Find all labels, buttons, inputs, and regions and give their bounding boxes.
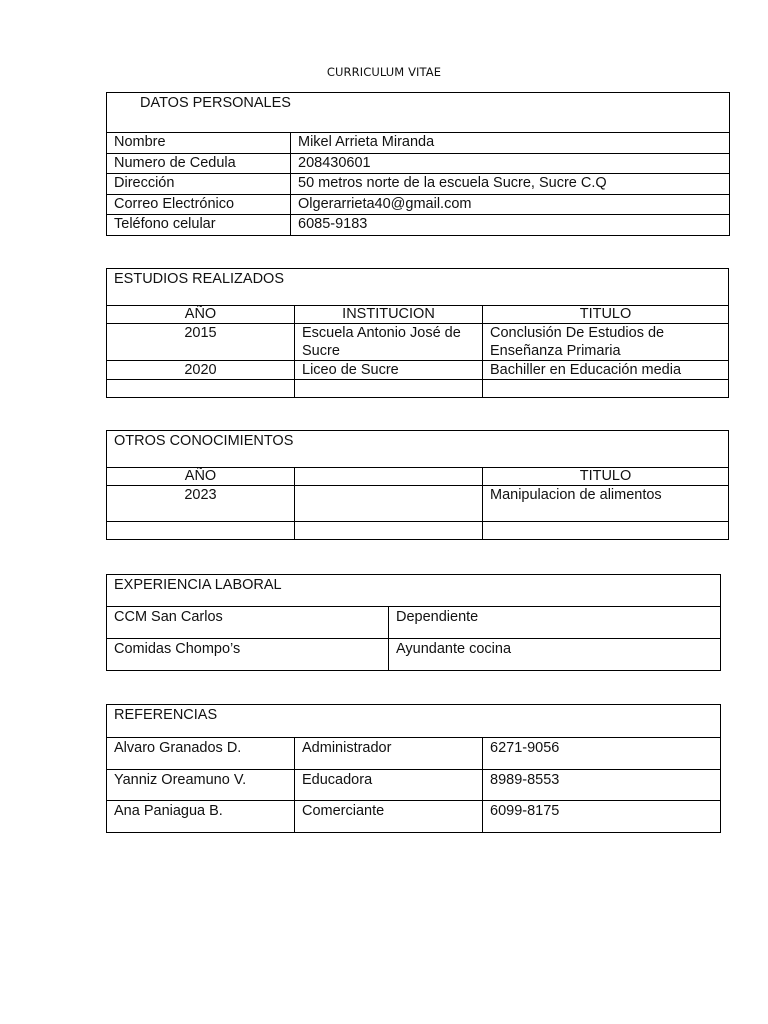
- reference-role: Comerciante: [295, 801, 483, 833]
- table-row: [107, 153, 730, 174]
- references-heading: REFERENCIAS: [107, 705, 721, 738]
- table-row: [107, 194, 730, 215]
- table-row: [107, 380, 729, 398]
- field-label: Nombre: [107, 133, 291, 154]
- table-row: [107, 174, 730, 195]
- reference-role: Administrador: [295, 738, 483, 770]
- column-header: [295, 468, 483, 486]
- field-label: Teléfono celular: [107, 215, 291, 236]
- table-header-row: [107, 306, 729, 324]
- document-title: CURRICULUM VITAE: [326, 65, 442, 79]
- work-experience-table: [106, 574, 721, 671]
- other-knowledge-table: [106, 430, 729, 540]
- reference-name: Ana Paniagua B.: [107, 801, 295, 833]
- title-cell: Conclusión De Estudios de Enseñanza Primaria: [483, 324, 729, 361]
- institution-cell: [295, 522, 483, 540]
- title-cell: [483, 380, 729, 398]
- year-cell: 2015: [107, 324, 295, 361]
- column-header: AÑO: [107, 306, 295, 324]
- reference-phone: 6271-9056: [483, 738, 721, 770]
- company-cell: Comidas Chompo’s: [107, 639, 389, 671]
- field-value: 50 metros norte de la escuela Sucre, Sucre C.Q: [291, 174, 730, 195]
- table-row: [107, 738, 721, 770]
- title-cell: Bachiller en Educación media: [483, 361, 729, 380]
- table-row: [107, 215, 730, 236]
- field-label: Correo Electrónico: [107, 194, 291, 215]
- other-knowledge-heading: OTROS CONOCIMIENTOS: [107, 431, 729, 468]
- year-cell: 2023: [107, 486, 295, 522]
- institution-cell: Escuela Antonio José de Sucre: [295, 324, 483, 361]
- studies-table: [106, 268, 729, 398]
- reference-name: Yanniz Oreamuno V.: [107, 769, 295, 801]
- work-experience-heading: EXPERIENCIA LABORAL: [107, 575, 721, 607]
- year-cell: 2020: [107, 361, 295, 380]
- reference-role: Educadora: [295, 769, 483, 801]
- column-header: TITULO: [483, 306, 729, 324]
- field-value: 208430601: [291, 153, 730, 174]
- table-row: [107, 324, 729, 361]
- table-row: [107, 769, 721, 801]
- table-row: [107, 639, 721, 671]
- table-header-row: [107, 468, 729, 486]
- reference-phone: 8989-8553: [483, 769, 721, 801]
- field-label: Numero de Cedula: [107, 153, 291, 174]
- column-header: TITULO: [483, 468, 729, 486]
- table-row: [107, 133, 730, 154]
- table-row: [107, 801, 721, 833]
- title-cell: [483, 522, 729, 540]
- column-header: AÑO: [107, 468, 295, 486]
- reference-name: Alvaro Granados D.: [107, 738, 295, 770]
- personal-heading: DATOS PERSONALES: [107, 93, 730, 133]
- role-cell: Ayundante cocina: [389, 639, 721, 671]
- table-row: [107, 361, 729, 380]
- references-table: [106, 704, 721, 833]
- table-row: [107, 486, 729, 522]
- field-value: Mikel Arrieta Miranda: [291, 133, 730, 154]
- reference-phone: 6099-8175: [483, 801, 721, 833]
- table-row: [107, 607, 721, 639]
- personal-data-table: [106, 92, 730, 236]
- field-label: Dirección: [107, 174, 291, 195]
- institution-cell: Liceo de Sucre: [295, 361, 483, 380]
- field-value: Olgerarrieta40@gmail.com: [291, 194, 730, 215]
- field-value: 6085-9183: [291, 215, 730, 236]
- role-cell: Dependiente: [389, 607, 721, 639]
- title-cell: Manipulacion de alimentos: [483, 486, 729, 522]
- year-cell: [107, 380, 295, 398]
- table-row: [107, 522, 729, 540]
- company-cell: CCM San Carlos: [107, 607, 389, 639]
- studies-heading: ESTUDIOS REALIZADOS: [107, 269, 729, 306]
- institution-cell: [295, 486, 483, 522]
- year-cell: [107, 522, 295, 540]
- institution-cell: [295, 380, 483, 398]
- column-header: INSTITUCION: [295, 306, 483, 324]
